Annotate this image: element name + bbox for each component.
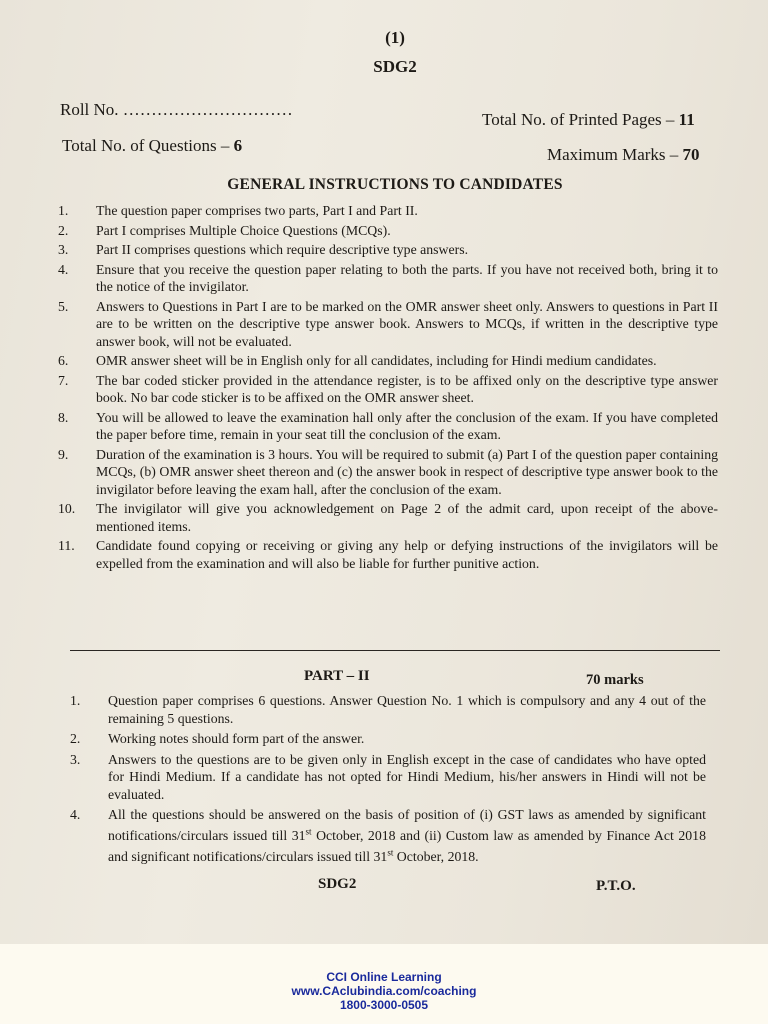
total-pages-label: Total No. of Printed Pages – bbox=[482, 110, 675, 129]
page-number: (1) bbox=[385, 28, 405, 47]
list-item bbox=[70, 692, 706, 727]
list-item bbox=[58, 537, 718, 572]
item-number: 6. bbox=[58, 353, 69, 368]
roll-number-line: Roll No. ………………………… bbox=[60, 100, 293, 119]
list-item bbox=[58, 372, 718, 407]
item-number: 4. bbox=[70, 807, 81, 822]
item-text-part: October, 2018 and (ii) Custom law as amended by Finance Act 2018 and significant notifications/circulars issued till 31 bbox=[108, 828, 706, 865]
item-number: 4. bbox=[58, 261, 69, 277]
item-number: 7. bbox=[58, 372, 69, 388]
please-turn-over: P.T.O. bbox=[596, 878, 636, 894]
list-item bbox=[58, 222, 718, 240]
total-printed-pages bbox=[482, 110, 695, 130]
list-item bbox=[58, 352, 718, 370]
item-number: 1. bbox=[58, 203, 69, 218]
item-text: OMR answer sheet will be in English only for all candidates, including for Hindi medium candidates. bbox=[96, 353, 657, 368]
max-marks-value: 70 bbox=[682, 145, 700, 164]
section-divider bbox=[70, 650, 720, 651]
item-number: 5. bbox=[58, 298, 69, 314]
total-questions-value: 6 bbox=[233, 136, 243, 155]
item-number: 11. bbox=[58, 538, 75, 553]
item-number: 3. bbox=[70, 751, 81, 767]
item-number: 9. bbox=[58, 446, 69, 462]
watermark-link[interactable]: www.CAclubindia.com/coaching bbox=[291, 984, 477, 998]
item-text: Answers to the questions are to be given only in English except in the case of candidates who have opted for Hindi Medium. If a candidate has not opted for Hindi Medium, his/her answers in Hindi will not be evaluated. bbox=[108, 751, 706, 802]
item-text: Part II comprises questions which require descriptive type answers. bbox=[96, 242, 469, 257]
total-questions bbox=[62, 136, 242, 156]
item-text: The invigilator will give you acknowledgement on Page 2 of the admit card, upon receipt of the above-mentioned items. bbox=[96, 501, 718, 534]
list-item bbox=[58, 202, 718, 220]
list-item bbox=[70, 751, 706, 804]
item-number: 1. bbox=[70, 693, 81, 708]
total-questions-label: Total No. of Questions – bbox=[62, 136, 230, 155]
item-number: 2. bbox=[70, 731, 81, 746]
item-text bbox=[108, 807, 706, 864]
item-number: 10. bbox=[58, 501, 76, 516]
item-number: 8. bbox=[58, 409, 69, 425]
part-two-marks: 70 marks bbox=[586, 672, 644, 688]
list-item bbox=[58, 298, 718, 351]
item-text: You will be allowed to leave the examination hall only after the conclusion of the exam. If you have completed the paper before time, remain in your seat till the conclusion of the exam. bbox=[96, 409, 718, 442]
watermark-phone: 1800-3000-0505 bbox=[339, 998, 429, 1012]
part-two-title: PART – II bbox=[304, 668, 370, 684]
item-text-part: All the questions should be answered on the basis of position of (i) GST laws as amended by significant notifications/circulars issued till 31 bbox=[108, 807, 706, 844]
list-item bbox=[58, 241, 718, 259]
item-text: The question paper comprises two parts, Part I and Part II. bbox=[96, 203, 418, 218]
item-text: Part I comprises Multiple Choice Questions (MCQs). bbox=[96, 222, 391, 238]
ordinal-suffix: st bbox=[305, 826, 312, 837]
item-text: Question paper comprises 6 questions. Answer Question No. 1 which is compulsory and any 4 out of the remaining 5 questions. bbox=[108, 693, 706, 726]
watermark-footer bbox=[0, 970, 768, 1012]
list-item bbox=[70, 730, 706, 748]
maximum-marks bbox=[547, 145, 700, 165]
general-instructions-list bbox=[58, 202, 718, 574]
list-item bbox=[58, 500, 718, 535]
total-pages-value: 11 bbox=[678, 110, 695, 129]
watermark-brand: CCI Online Learning bbox=[326, 970, 442, 984]
general-instructions-title: GENERAL INSTRUCTIONS TO CANDIDATES bbox=[227, 176, 563, 193]
list-item bbox=[58, 409, 718, 444]
item-text: Answers to Questions in Part I are to be marked on the OMR answer sheet only. Answers to questions in Part II are to be written on the descriptive type answer book. Answers to MCQs, if written in the descriptive type answer book, will not be evaluated. bbox=[96, 298, 718, 349]
paper-code: SDG2 bbox=[373, 57, 417, 76]
item-text-part: October, 2018. bbox=[393, 849, 479, 865]
item-text: Working notes should form part of the answer. bbox=[108, 731, 365, 746]
list-item bbox=[70, 806, 706, 866]
item-text: The bar coded sticker provided in the attendance register, is to be affixed only on the descriptive type answer book. No bar code sticker is to be affixed on the OMR answer sheet. bbox=[96, 372, 718, 405]
ordinal-suffix: st bbox=[387, 847, 394, 858]
item-text: Ensure that you receive the question paper relating to both the parts. If you have not received both, bring it to the notice of the invigilator. bbox=[96, 261, 718, 294]
item-text: Duration of the examination is 3 hours. You will be required to submit (a) Part I of the question paper containing MCQs, (b) OMR answer sheet thereon and (c) the answer book in respect of descriptive type answer book to the invigilator before leaving the exam hall, after the conclusion of the exam. bbox=[96, 446, 718, 497]
part-two-instructions-list bbox=[70, 692, 706, 869]
max-marks-label: Maximum Marks – bbox=[547, 145, 679, 164]
item-number: 2. bbox=[58, 222, 69, 238]
footer-paper-code: SDG2 bbox=[318, 876, 357, 892]
item-text: Candidate found copying or receiving or giving any help or defying instructions of the invigilators will be expelled from the examination and will also be liable for further punitive action. bbox=[96, 538, 718, 571]
item-number: 3. bbox=[58, 242, 69, 257]
list-item bbox=[58, 446, 718, 499]
list-item bbox=[58, 261, 718, 296]
